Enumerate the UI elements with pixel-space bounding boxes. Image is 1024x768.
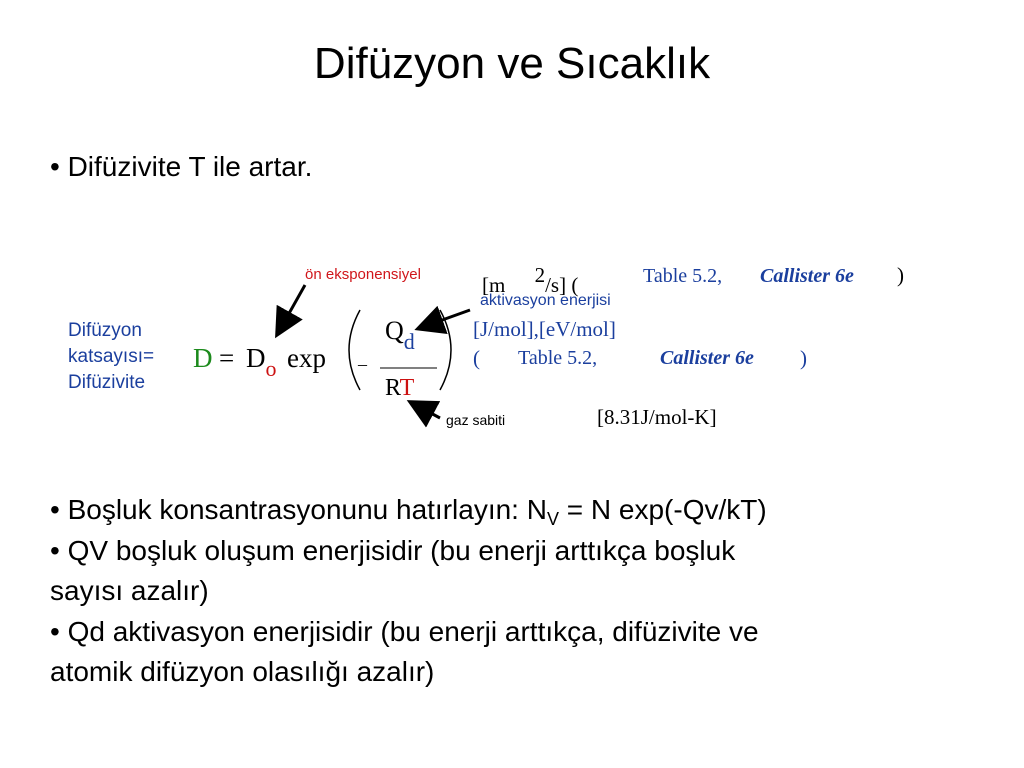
eq-Q: Q bbox=[385, 316, 404, 345]
bullet-qv-line2: sayısı azalır) bbox=[50, 575, 209, 606]
preexp-arrow bbox=[278, 285, 305, 333]
bullet-vacancy-concentration bbox=[50, 493, 767, 536]
bullet2-rest: = N exp(-Qv/kT) bbox=[558, 494, 767, 525]
eq-D0-main: D bbox=[246, 343, 266, 373]
activation-units: [J/mol],[eV/mol] bbox=[473, 317, 616, 341]
preexp-label: ön eksponensiyel bbox=[305, 266, 421, 283]
activation-source-table: Table 5.2, bbox=[518, 347, 598, 369]
gas-constant-value: [8.31J/mol-K] bbox=[597, 405, 717, 429]
preexp-source-table: Table 5.2, bbox=[643, 265, 723, 287]
bullet2-sub: V bbox=[546, 509, 559, 529]
eq-R: R bbox=[385, 375, 400, 401]
eq-D0 bbox=[246, 343, 277, 382]
bullet-difuzivite: • Difüzivite T ile artar. bbox=[50, 151, 313, 182]
preexp-units-a: [m bbox=[482, 273, 506, 297]
eq-minus: – bbox=[358, 354, 367, 374]
eq-T: T bbox=[399, 375, 415, 401]
left-paren bbox=[349, 310, 360, 390]
slide-title: Difüzyon ve Sıcaklık bbox=[313, 39, 711, 88]
diffusion-coefficient-label bbox=[68, 318, 208, 396]
eq-Q-sub: d bbox=[403, 329, 415, 354]
eq-exp: exp bbox=[287, 343, 326, 373]
activation-close: ) bbox=[800, 346, 807, 370]
bullet-qd-line2: atomik difüzyon olasılığı azalır) bbox=[50, 656, 435, 687]
preexp-close: ) bbox=[897, 263, 904, 287]
eq-equals: = bbox=[219, 343, 235, 373]
bullet-qv-line1: • QV boşluk oluşum enerjisidir (bu enerji arttıkça boşluk bbox=[50, 535, 736, 566]
eq-D0-sub: o bbox=[265, 356, 277, 381]
preexp-units-exp: 2 bbox=[534, 263, 546, 287]
bullet-qd-line1: • Qd aktivasyon enerjisidir (bu enerji arttıkça, difüzivite ve bbox=[50, 616, 759, 647]
preexp-units-b: /s] ( bbox=[545, 273, 579, 297]
label-line-2: katsayısı= bbox=[68, 346, 155, 367]
label-line-1: Difüzyon bbox=[68, 320, 142, 341]
label-line-3: Difüzivite bbox=[68, 372, 146, 393]
activation-label: aktivasyon enerjisi bbox=[480, 292, 611, 309]
gas-constant-label: gaz sabiti bbox=[446, 412, 506, 428]
bullet2-text: • Boşluk konsantrasyonunu hatırlayın: N bbox=[50, 494, 547, 525]
preexp-source-book: Callister 6e bbox=[760, 265, 854, 287]
activation-open: ( bbox=[473, 346, 480, 370]
activation-source-book: Callister 6e bbox=[660, 347, 754, 369]
eq-D: D bbox=[193, 343, 213, 373]
right-paren bbox=[440, 310, 451, 390]
eq-numerator bbox=[385, 316, 415, 355]
gas-arrow bbox=[412, 403, 440, 418]
eq-denominator bbox=[385, 375, 414, 402]
